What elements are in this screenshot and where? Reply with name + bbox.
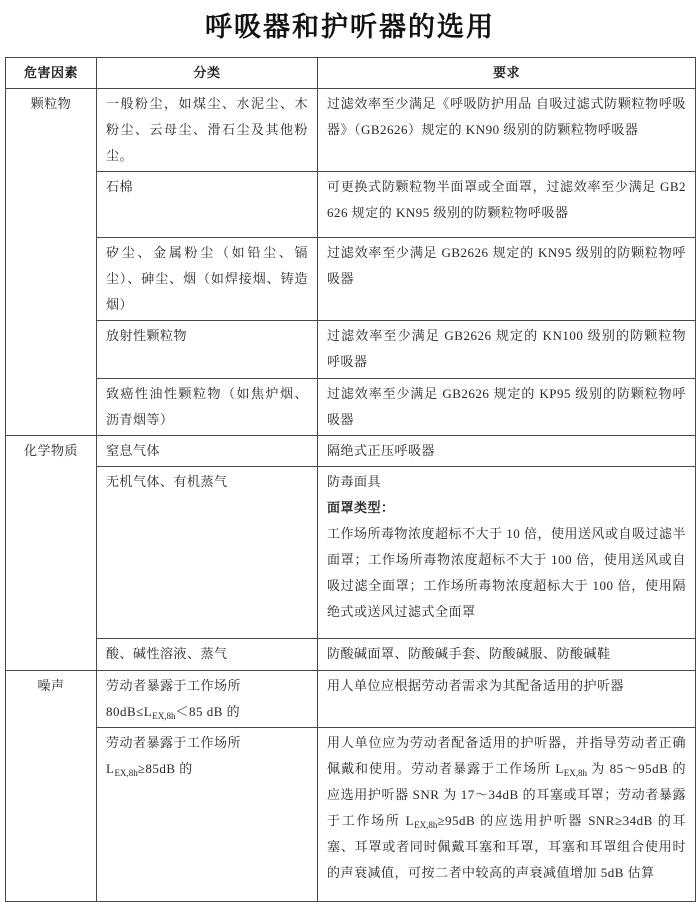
category-cell: 酸、碱性溶液、蒸气 [97,639,318,671]
document-page [0,5,700,902]
requirement-cell: 防酸碱面罩、防酸碱手套、防酸碱服、防酸碱鞋 [318,639,696,671]
table-row [6,238,696,321]
header-row [6,58,696,89]
requirement-cell: 过滤效率至少满足 GB2626 规定的 KN100 级别的防颗粒物呼吸器 [318,321,696,379]
table-row [6,172,696,238]
requirement-cell: 可更换式防颗粒物半面罩或全面罩，过滤效率至少满足 GB2626 规定的 KN95 级别的防颗粒物呼吸器 [318,172,696,238]
requirement-cell: 过滤效率至少满足 GB2626 规定的 KN95 级别的防颗粒物呼吸器 [318,238,696,321]
table-row [6,639,696,671]
category-cell: 石棉 [97,172,318,238]
table-row [6,671,696,728]
hazard-column-header: 危害因素 [6,58,97,89]
category-cell: 一般粉尘，如煤尘、水泥尘、木粉尘、云母尘、滑石尘及其他粉尘。 [97,89,318,172]
category-cell: 劳动者暴露于工作场所 $L_{EX,8h}\ge 85dB$ 的 [97,728,318,902]
requirement-cell: 隔绝式正压呼吸器 [318,436,696,467]
table-row [6,89,696,172]
table-row [6,436,696,467]
selection-table [5,57,696,902]
requirement-cell: 用人单位应根据劳动者需求为其配备适用的护听器 [318,671,696,728]
requirement-cell: 过滤效率至少满足《呼吸防护用品 自吸过滤式防颗粒物呼吸器》（GB2626）规定的 KN90 级别的防颗粒物呼吸器 [318,89,696,172]
table-row [6,467,696,639]
page-title: 呼吸器和护听器的选用 [205,12,495,42]
table-row [6,728,696,902]
requirement-cell: 用人单位应为劳动者配备适用的护听器，并指导劳动者正确佩戴和使用。劳动者暴露于工作场所 $L_{EX,8h}$ 为 85～95dB 的应选用护听器 SNR 为 17～34dB 的耳塞或耳罩；劳动者暴露于工作场所 $L_{EX,8h}\ge 95dB$ 的应选用护听器 SNR≥34dB 的耳塞、耳罩或者同时佩戴耳塞和耳罩，耳塞和耳罩组合使用时的声衰减值，可按二者中较高的声衰减值增加 5dB 估算 [318,728,696,902]
hazard-label-chemicals: 化学物质 [6,436,97,671]
category-cell: 矽尘、金属粉尘（如铅尘、镉尘）、砷尘、烟（如焊接烟、铸造烟） [97,238,318,321]
table-row [6,379,696,436]
category-cell: 窒息气体 [97,436,318,467]
category-cell: 放射性颗粒物 [97,321,318,379]
requirement-cell: 过滤效率至少满足 GB2626 规定的 KP95 级别的防颗粒物呼吸器 [318,379,696,436]
category-cell: 致癌性油性颗粒物（如焦炉烟、沥青烟等） [97,379,318,436]
category-cell: 劳动者暴露于工作场所 $80dB\le L_{EX,8h}<85$ dB 的 [97,671,318,728]
table-row [6,321,696,379]
category-column-header: 分类 [97,58,318,89]
requirement-cell: 防毒面具 面罩类型： 工作场所毒物浓度超标不大于 10 倍，使用送风或自吸过滤半面罩；工作场所毒物浓度超标不大于 100 倍，使用送风或自吸过滤全面罩；工作场所毒物浓度超标大于 100 倍，使用隔绝式或送风过滤式全面罩 [318,467,696,639]
hazard-label-particulates: 颗粒物 [6,89,97,436]
hazard-label-noise: 噪声 [6,671,97,902]
category-cell: 无机气体、有机蒸气 [97,467,318,639]
requirement-column-header: 要求 [318,58,696,89]
